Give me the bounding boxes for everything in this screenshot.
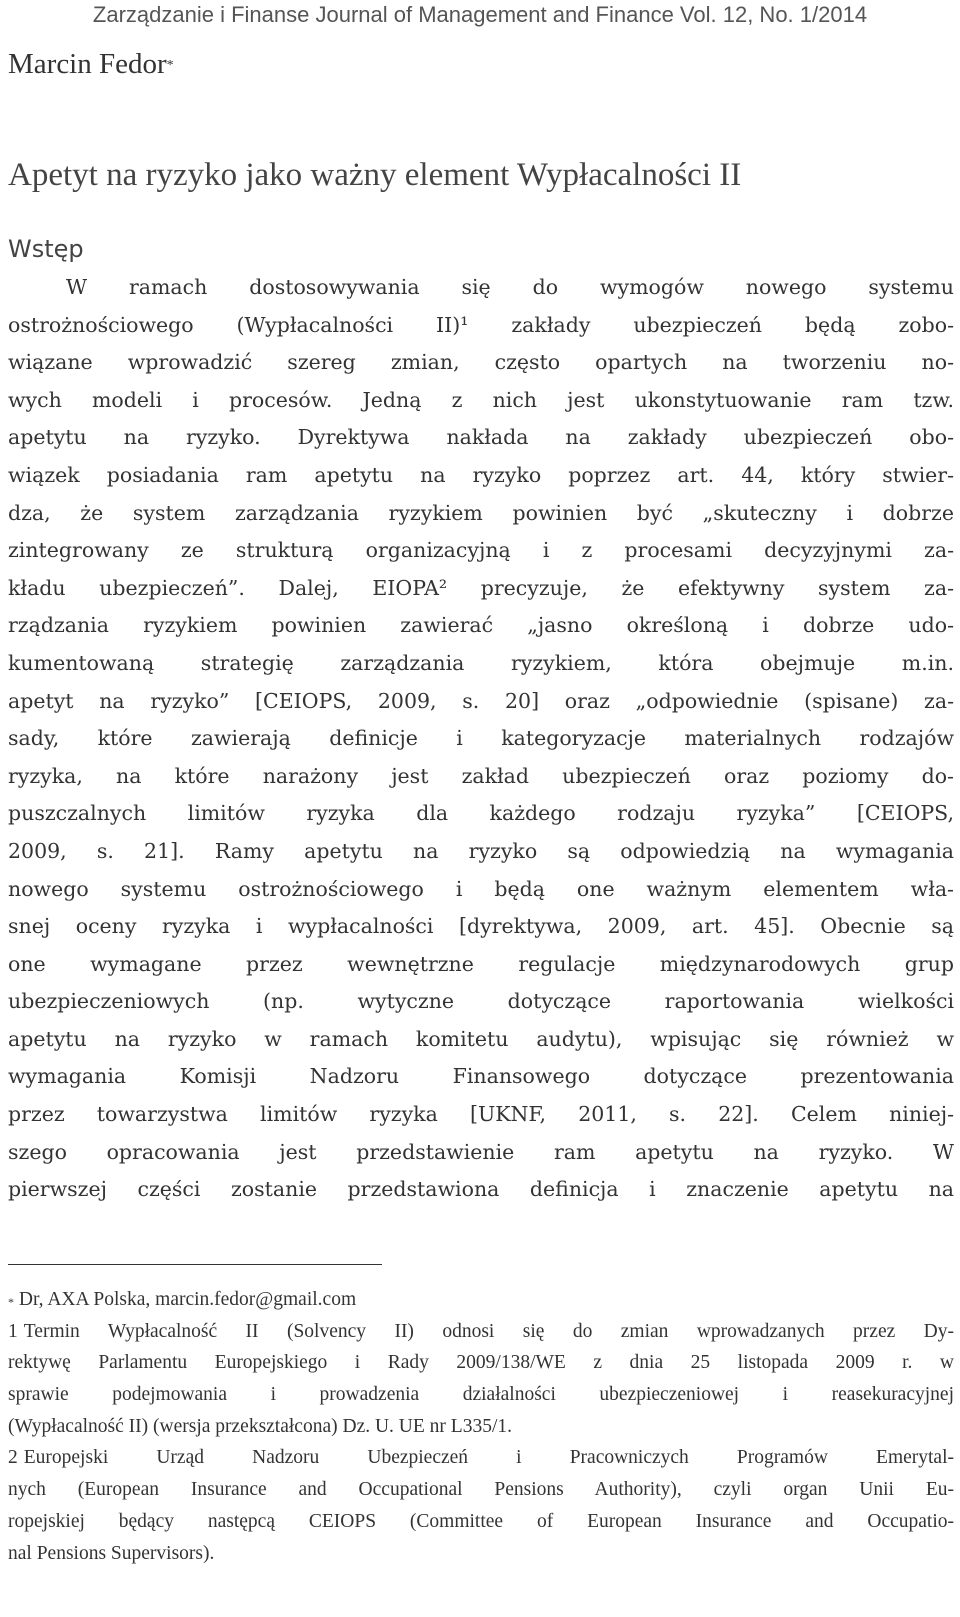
body-line: apetyt na ryzyko” [CEIOPS, 2009, s. 20] oraz „odpowiednie (spisane) za-	[8, 688, 954, 713]
footnote-2	[8, 1442, 954, 1474]
body-line: wymagania Komisji Nadzoru Finansowego dotyczące prezentowania	[8, 1064, 954, 1089]
body-line: zintegrowany ze strukturą organizacyjną i z procesami decyzyjnymi za-	[8, 538, 954, 563]
body-line: sady, które zawierają definicje i kategoryzacje materialnych rodzajów	[8, 726, 954, 751]
footnote-text: Termin Wypłacalność II (Solvency II) odnosi się do zmian wprowadzanych przez Dy-	[23, 1320, 954, 1342]
body-line: dza, że system zarządzania ryzykiem powinien być „skuteczny i dobrze	[8, 500, 954, 525]
body-text	[8, 269, 954, 1209]
author-name-text: Marcin Fedor	[8, 48, 167, 80]
body-line: ostrożnościowego (Wypłacalności II)¹ zakłady ubezpieczeń będą zobo-	[8, 312, 954, 337]
body-line: W ramach dostosowywania się do wymogów nowego systemu	[66, 275, 954, 299]
author-footnote-mark: *	[166, 58, 174, 73]
body-line: nowego systemu ostrożnościowego i będą one ważnym elementem wła-	[8, 876, 954, 901]
body-line: ubezpieczeniowych (np. wytyczne dotyczące raportowania wielkości	[8, 989, 954, 1014]
body-line: szego opracowania jest przedstawienie ram apetytu na ryzyko. W	[8, 1139, 954, 1164]
footnote-line: nal Pensions Supervisors).	[8, 1542, 215, 1564]
body-line: puszczalnych limitów ryzyka dla każdego rodzaju ryzyka” [CEIOPS,	[8, 801, 954, 826]
footnotes	[8, 1284, 954, 1569]
footnote-line: nych (European Insurance and Occupational Pensions Authority), czyli organ Unii Eu-	[8, 1479, 954, 1501]
footnote-number: 2	[8, 1447, 18, 1469]
footnote-line: ropejskiej będący następcą CEIOPS (Committee of European Insurance and Occupatio-	[8, 1510, 954, 1532]
footnote-author	[8, 1284, 954, 1316]
footnote-line: sprawie podejmowania i prowadzenia działalności ubezpieczeniowej i reasekuracyjnej	[8, 1384, 954, 1406]
footnote-number: 1	[8, 1320, 18, 1342]
body-line: kładu ubezpieczeń”. Dalej, EIOPA² precyzuje, że efektywny system za-	[8, 575, 954, 600]
body-line: ryzyka, na które narażony jest zakład ubezpieczeń oraz poziomy do-	[8, 763, 954, 788]
body-line: apetytu na ryzyko w ramach komitetu audytu), wpisując się również w	[8, 1026, 954, 1051]
body-line: wiązane wprowadzić szereg zmian, często opartych na tworzeniu no-	[8, 350, 954, 375]
body-line: one wymagane przez wewnętrzne regulacje międzynarodowych grup	[8, 951, 954, 976]
body-line: kumentowaną strategię zarządzania ryzykiem, która obejmuje m.in.	[8, 650, 954, 675]
footnote-line: (Wypłacalność II) (wersja przekształcona) Dz. U. UE nr L335/1.	[8, 1415, 512, 1437]
body-line: pierwszej części zostanie przedstawiona definicja i znaczenie apetytu na	[8, 1177, 954, 1202]
article-title: Apetyt na ryzyko jako ważny element Wypłacalności II	[8, 157, 742, 193]
footnote-line: rektywę Parlamentu Europejskiego i Rady 2009/138/WE z dnia 25 listopada 2009 r. w	[8, 1352, 954, 1374]
footnote-text: Europejski Urząd Nadzoru Ubezpieczeń i Pracowniczych Programów Emerytal-	[23, 1447, 954, 1469]
footnote-separator	[8, 1264, 382, 1265]
footnote-mark: *	[8, 1295, 14, 1309]
author-name	[8, 44, 174, 84]
body-line: apetytu na ryzyko. Dyrektywa nakłada na zakłady ubezpieczeń obo-	[8, 425, 954, 450]
body-line: rządzania ryzykiem powinien zawierać „jasno określoną i dobrze udo-	[8, 613, 954, 638]
footnote-text: Dr, AXA Polska, marcin.fedor@gmail.com	[18, 1289, 357, 1310]
body-line: 2009, s. 21]. Ramy apetytu na ryzyko są odpowiedzią na wymagania	[8, 838, 954, 863]
body-line: wych modeli i procesów. Jedną z nich jest ukonstytuowanie ram tzw.	[8, 387, 954, 412]
body-line: wiązek posiadania ram apetytu na ryzyko poprzez art. 44, który stwier-	[8, 462, 954, 487]
footnote-1	[8, 1316, 954, 1348]
body-line: przez towarzystwa limitów ryzyka [UKNF, 2011, s. 22]. Celem niniej-	[8, 1102, 954, 1127]
section-heading: Wstęp	[8, 235, 84, 263]
journal-header: Zarządzanie i Finanse Journal of Management and Finance Vol. 12, No. 1/2014	[92, 2, 868, 27]
body-line: snej oceny ryzyka i wypłacalności [dyrektywa, 2009, art. 45]. Obecnie są	[8, 914, 954, 939]
